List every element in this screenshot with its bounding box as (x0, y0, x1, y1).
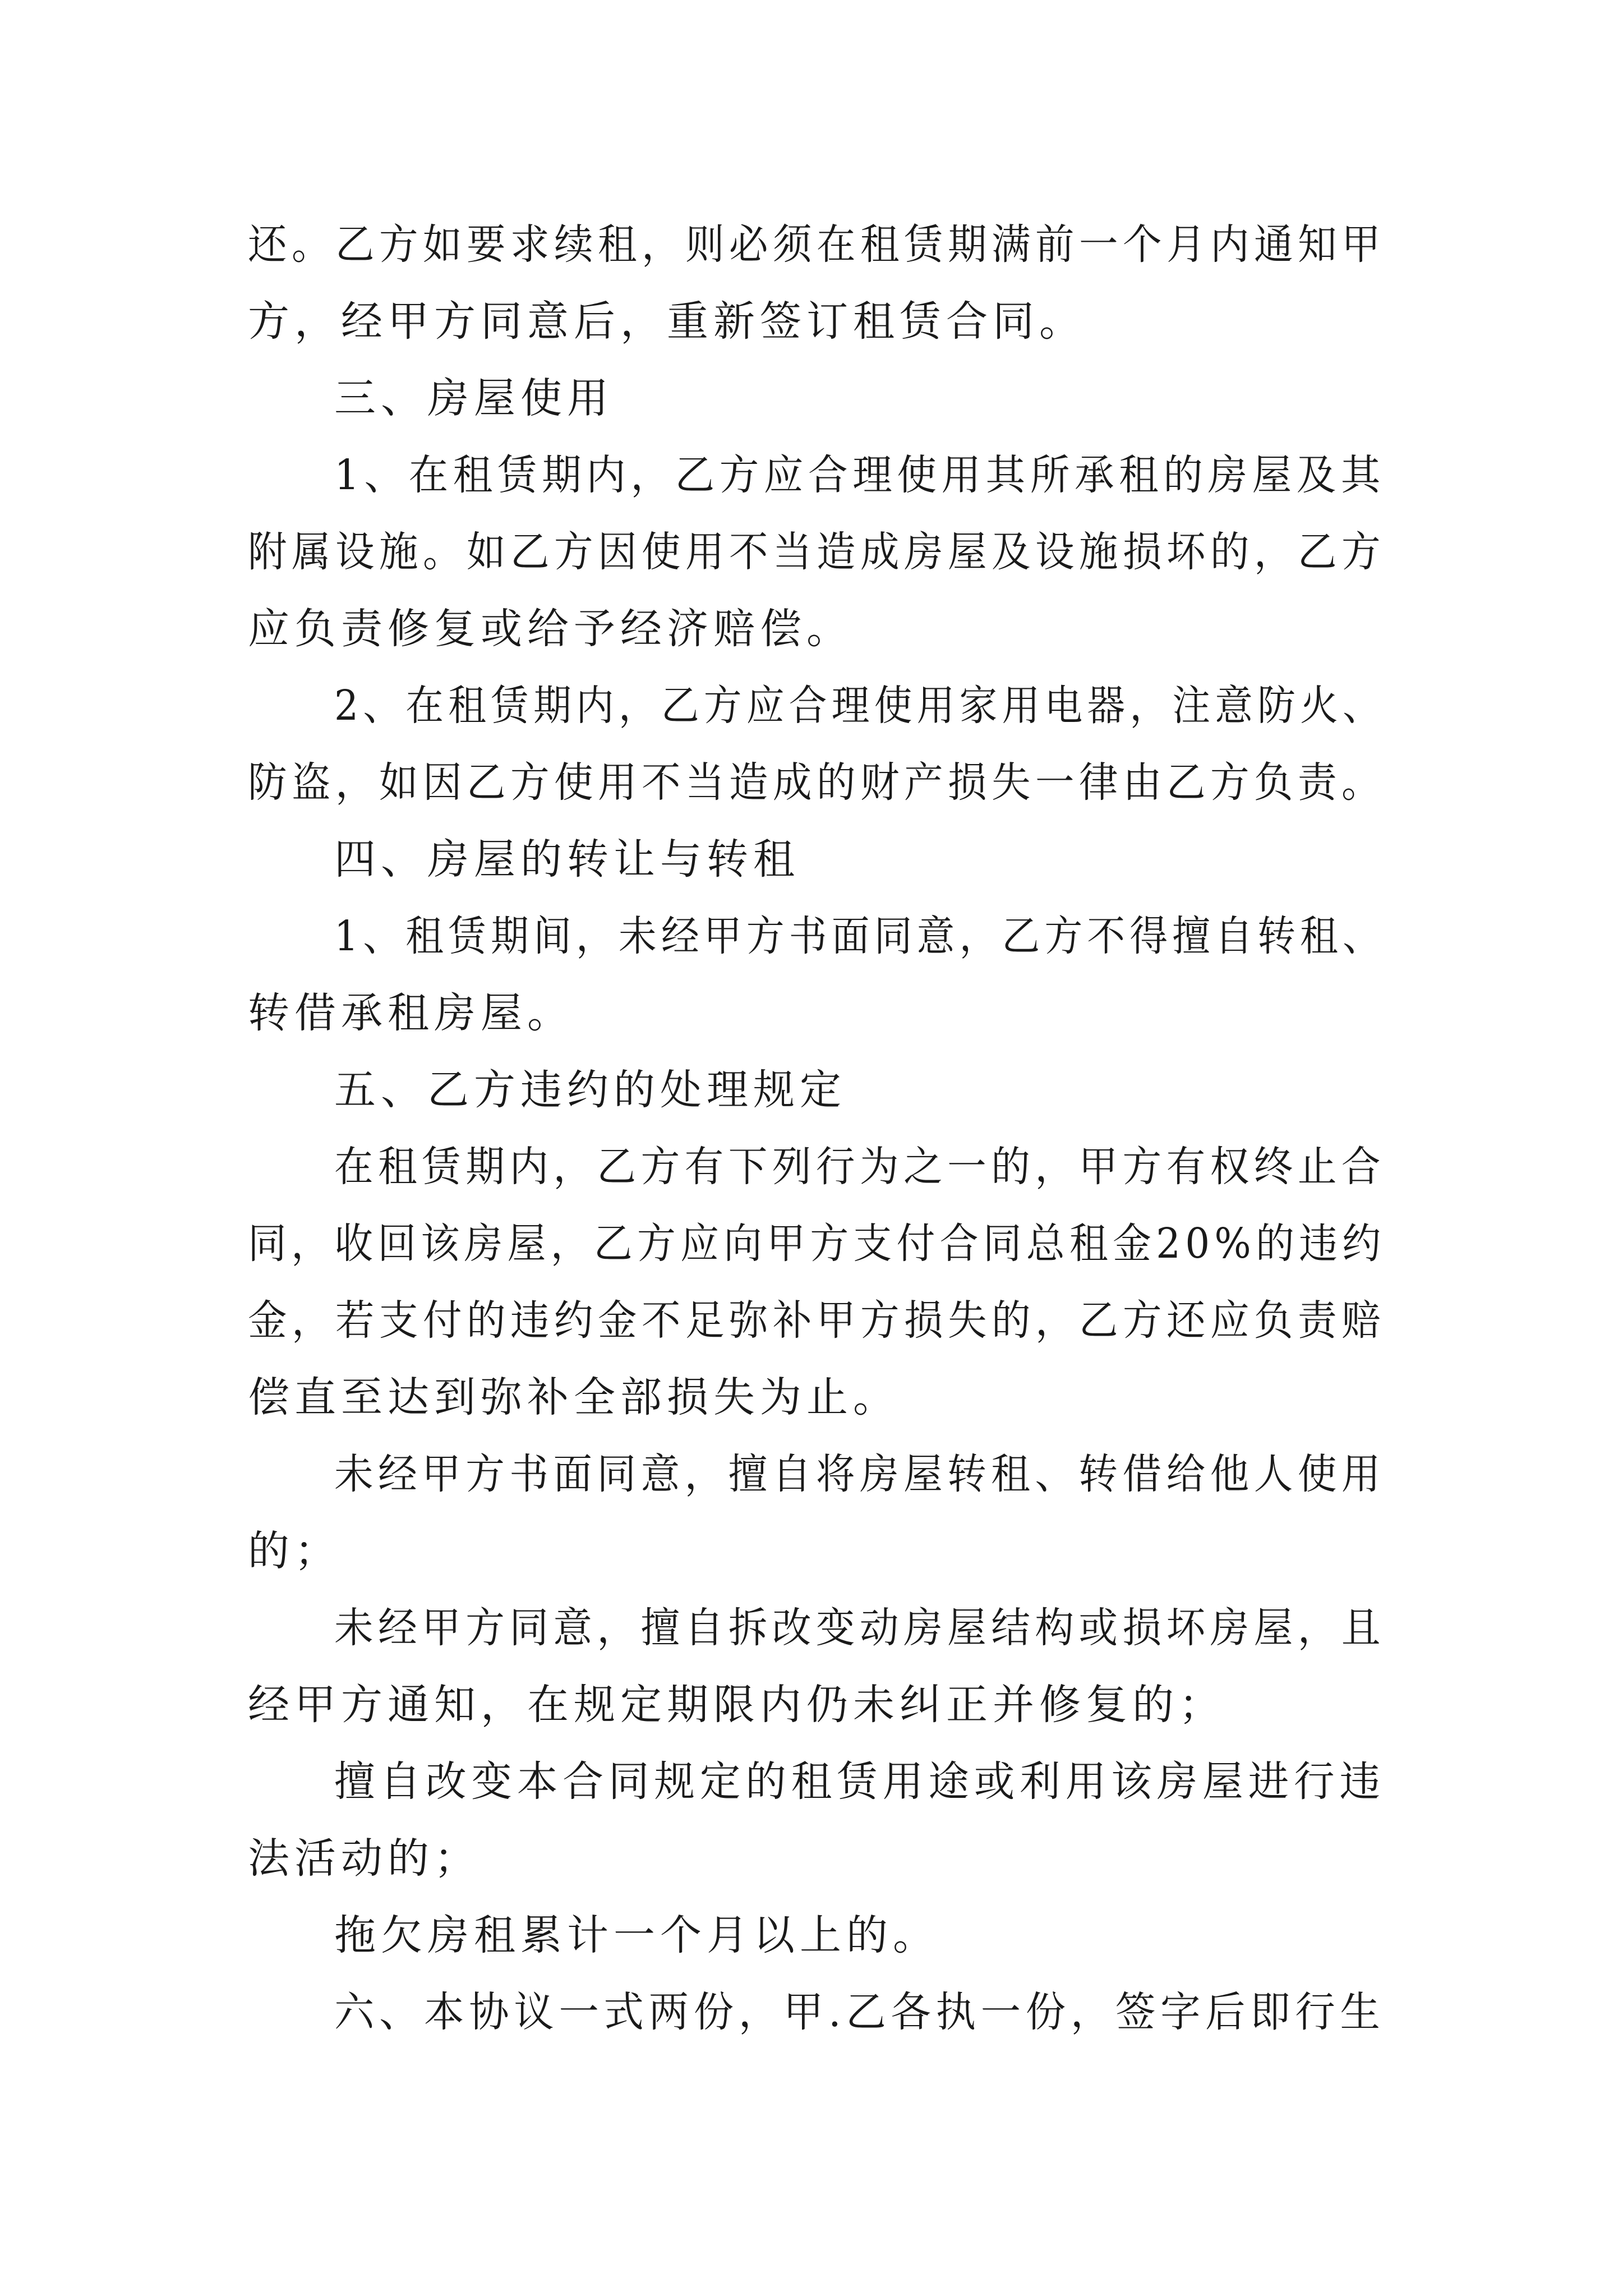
text-line: 经甲方通知，在规定期限内仍未纠正并修复的； (248, 1681, 1225, 1729)
text-line: 转借承租房屋。 (248, 989, 574, 1037)
text-line: 还。乙方如要求续租，则必须在租赁期满前一个月内通知甲 (248, 220, 1385, 269)
text-line: 的； (248, 1527, 341, 1575)
section-heading: 五、乙方违约的处理规定 (334, 1066, 846, 1114)
text-line: 法活动的； (248, 1834, 481, 1883)
text-line: 在租赁期内，乙方有下列行为之一的，甲方有权终止合 (334, 1143, 1385, 1191)
section-heading: 三、房屋使用 (334, 374, 614, 422)
text-line: 附属设施。如乙方因使用不当造成房屋及设施损坏的，乙方 (248, 528, 1385, 576)
text-line: 1、在租赁期内，乙方应合理使用其所承租的房屋及其 (334, 451, 1386, 499)
text-line: 未经甲方书面同意，擅自将房屋转租、转借给他人使用 (334, 1450, 1385, 1498)
text-line: 同，收回该房屋，乙方应向甲方支付合同总租金20%的违约 (248, 1220, 1386, 1268)
text-line: 未经甲方同意，擅自拆改变动房屋结构或损坏房屋，且 (334, 1604, 1385, 1652)
text-line: 拖欠房租累计一个月以上的。 (334, 1911, 939, 1959)
text-line: 金，若支付的违约金不足弥补甲方损失的，乙方还应负责赔 (248, 1296, 1385, 1345)
text-line: 防盗，如因乙方使用不当造成的财产损失一律由乙方负责。 (248, 758, 1385, 807)
text-line: 方，经甲方同意后，重新签订租赁合同。 (248, 297, 1086, 346)
text-line: 2、在租赁期内，乙方应合理使用家用电器，注意防火、 (334, 682, 1386, 730)
section-heading: 四、房屋的转让与转租 (334, 835, 800, 884)
text-line: 擅自改变本合同规定的租赁用途或利用该房屋进行违 (334, 1757, 1385, 1806)
text-line: 偿直至达到弥补全部损失为止。 (248, 1373, 900, 1421)
text-line: 1、租赁期间，未经甲方书面同意，乙方不得擅自转租、 (334, 912, 1386, 960)
text-line: 应负责修复或给予经济赔偿。 (248, 605, 853, 653)
text-line: 六、本协议一式两份，甲.乙各执一份，签字后即行生 (334, 1988, 1385, 2036)
